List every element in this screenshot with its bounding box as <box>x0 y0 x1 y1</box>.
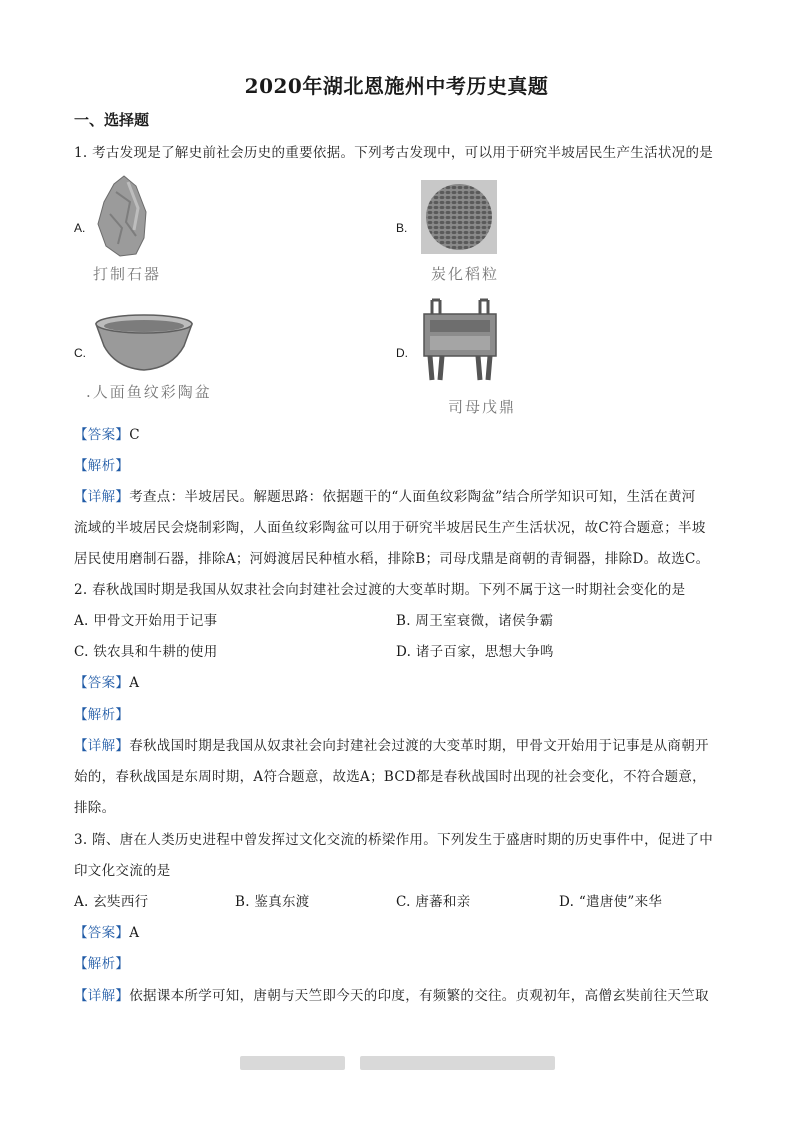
footer-watermark <box>240 1056 345 1070</box>
q1-option-a-caption: 打制石器 <box>93 265 162 283</box>
q2-analysis-tag: 【解析】 <box>74 707 130 723</box>
q3-option-c: C. 唐蕃和亲 <box>396 894 471 910</box>
q3-detail-line-1 <box>74 984 709 1004</box>
q2-option-d: D. 诸子百家，思想大争鸣 <box>396 644 554 660</box>
q3-option-a: A. 玄奘西行 <box>74 894 149 910</box>
answer-tag: 【答案】 <box>74 427 130 443</box>
detail-tag: 【详解】 <box>74 489 130 505</box>
q2-option-b: B. 周王室衰微，诸侯争霸 <box>396 613 554 629</box>
question-3-stem-line-1: 3. 隋、唐在人类历史进程中曾发挥过文化交流的桥梁作用。下列发生于盛唐时期的历史事件中，促进了中 <box>74 832 714 848</box>
q1-option-c-letter: C. <box>74 346 86 360</box>
answer-value: A <box>129 675 140 691</box>
painted-pottery-basin-icon <box>92 310 196 374</box>
q2-answer <box>74 671 139 691</box>
q1-detail-line-3: 居民使用磨制石器，排除A；河姆渡居民种植水稻，排除B；司母戊鼎是商朝的青铜器，排除D。故选C。 <box>74 551 710 567</box>
q3-option-d: D. “遣唐使”来华 <box>559 894 663 910</box>
chipped-stone-tool-icon <box>90 172 170 262</box>
footer-watermark <box>360 1056 555 1070</box>
q2-detail-line-3: 排除。 <box>74 800 116 816</box>
q1-option-d-letter: D. <box>396 346 408 360</box>
q1-answer <box>74 423 140 443</box>
detail-text: 考查点：半坡居民。解题思路：依据题干的“人面鱼纹彩陶盆”结合所学知识可知，生活在黄河 <box>129 489 696 505</box>
q3-option-b: B. 鉴真东渡 <box>235 894 310 910</box>
question-3-stem-line-2: 印文化交流的是 <box>74 863 171 879</box>
detail-tag: 【详解】 <box>74 988 130 1004</box>
detail-tag: 【详解】 <box>74 738 130 754</box>
q1-detail-line-1 <box>74 485 696 505</box>
question-1-stem: 1. 考古发现是了解史前社会历史的重要依据。下列考古发现中，可以用于研究半坡居民生产生活状况的是 <box>74 145 714 161</box>
q3-answer <box>74 921 139 941</box>
q1-option-a-letter: A. <box>74 221 86 235</box>
q2-option-c: C. 铁农具和牛耕的使用 <box>74 644 218 660</box>
answer-value: A <box>129 925 140 941</box>
bronze-ding-icon <box>418 296 502 382</box>
detail-text: 依据课本所学可知，唐朝与天竺即今天的印度，有频繁的交往。贞观初年，高僧玄奘前往天竺取 <box>129 988 709 1004</box>
q1-option-c-caption: .人面鱼纹彩陶盆 <box>86 383 212 401</box>
q2-detail-line-2: 始的，春秋战国是东周时期，A符合题意，故选A；BCD都是春秋战国时出现的社会变化，不符合题意， <box>74 769 706 785</box>
q3-analysis-tag: 【解析】 <box>74 956 130 972</box>
page-title: 2020年湖北恩施州中考历史真题 <box>244 74 549 98</box>
q2-option-a: A. 甲骨文开始用于记事 <box>74 613 218 629</box>
answer-value: C <box>129 427 140 443</box>
answer-tag: 【答案】 <box>74 675 130 691</box>
carbonized-rice-icon <box>421 180 497 254</box>
question-2-stem: 2. 春秋战国时期是我国从奴隶社会向封建社会过渡的大变革时期。下列不属于这一时期社会变化的是 <box>74 582 686 598</box>
section-heading: 一、选择题 <box>74 111 150 129</box>
q1-detail-line-2: 流域的半坡居民会烧制彩陶，人面鱼纹彩陶盆可以用于研究半坡居民生产生活状况，故C符合题意；半坡 <box>74 520 706 536</box>
detail-text: 春秋战国时期是我国从奴隶社会向封建社会过渡的大变革时期，甲骨文开始用于记事是从商朝开 <box>129 738 709 754</box>
q2-detail-line-1 <box>74 734 709 754</box>
q1-option-b-caption: 炭化稻粒 <box>431 265 500 283</box>
q1-analysis-tag: 【解析】 <box>74 458 130 474</box>
q1-option-b-letter: B. <box>396 221 408 235</box>
answer-tag: 【答案】 <box>74 925 130 941</box>
q1-option-d-caption: 司母戊鼎 <box>448 398 517 416</box>
